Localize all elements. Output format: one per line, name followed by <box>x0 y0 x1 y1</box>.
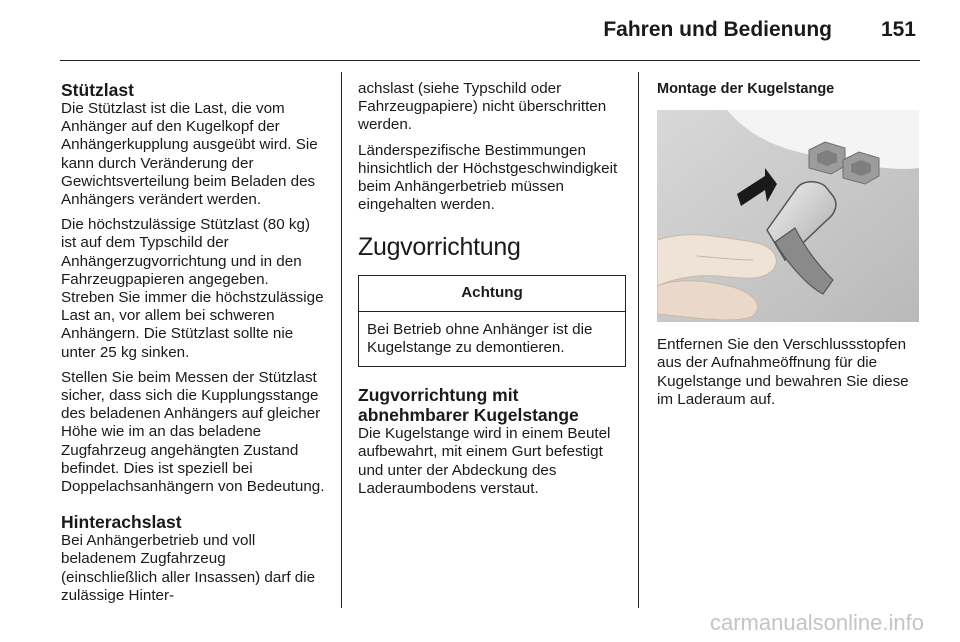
column-divider-1 <box>341 72 342 608</box>
figure-heading: Montage der Kugelstange <box>657 81 835 97</box>
header-divider <box>60 60 920 61</box>
paragraph: Entfernen Sie den Verschlussstopfen aus der Aufnahmeöffnung für die Kugelstange und bewahren Sie diese im Laderaum auf. <box>657 336 909 408</box>
column-3 <box>657 80 922 416</box>
paragraph: Länderspezifische Bestimmungen hinsichtlich der Höchstgeschwindigkeit beim Anhängerbetrieb müssen eingehalten werden. <box>358 141 618 214</box>
column-2 <box>358 80 626 505</box>
paragraph: Bei Anhängerbetrieb und voll beladenem Zugfahrzeug (einschließlich aller Insassen) darf die zulässige Hinter- <box>61 532 316 604</box>
paragraph: Die Stützlast ist die Last, die vom Anhänger auf den Kugelkopf der Anhängerkupplung ausgeübt wird. Sie kann durch Veränderung der Gewichtsverteilung beim Beladen des Anhängers verändert werden. <box>61 100 318 209</box>
page-header-title: Fahren und Bedienung <box>603 18 832 41</box>
section-heading-hinterachslast: Hinterachslast <box>61 512 182 533</box>
paragraph: Die höchstzulässige Stützlast (80 kg) ist auf dem Typschild der Anhängerzugvorrichtung und in den Fahrzeugpapieren angegeben. Streben Sie immer die höchstzulässige Last an, vor allem bei schweren Anhängern. Die Stützlast sollte nie unter 25 kg sinken. <box>61 216 324 361</box>
column-divider-2 <box>638 72 639 608</box>
tow-ball-removal-illustration <box>657 110 919 322</box>
warning-box <box>358 275 626 368</box>
subsection-heading: Zugvorrichtung mit abnehmbarer Kugelstange <box>358 385 579 426</box>
warning-title: Achtung <box>359 276 625 312</box>
section-title-zugvorrichtung: Zugvorrichtung <box>358 233 521 262</box>
paragraph: Die Kugelstange wird in einem Beutel aufbewahrt, mit einem Gurt befestigt und unter der Abdeckung des Laderaumbodens verstaut. <box>358 425 611 497</box>
column-1 <box>61 80 326 612</box>
warning-text: Bei Betrieb ohne Anhänger ist die Kugelstange zu demontieren. <box>367 320 593 357</box>
page-number: 151 <box>880 18 916 41</box>
section-heading-stuetzlast: Stützlast <box>61 80 134 100</box>
watermark[interactable]: carmanualsonline.info <box>709 610 924 635</box>
paragraph: achslast (siehe Typschild oder Fahrzeugpapiere) nicht überschritten werden. <box>358 80 607 134</box>
paragraph: Stellen Sie beim Messen der Stützlast sicher, dass sich die Kupplungsstange des beladenen Anhängers auf gleicher Höhe wie im an das beladene Zugfahrzeug angehängten Zustand befindet. Dies ist speziell bei Doppelachsanhängern von Bedeutung. <box>61 368 325 496</box>
